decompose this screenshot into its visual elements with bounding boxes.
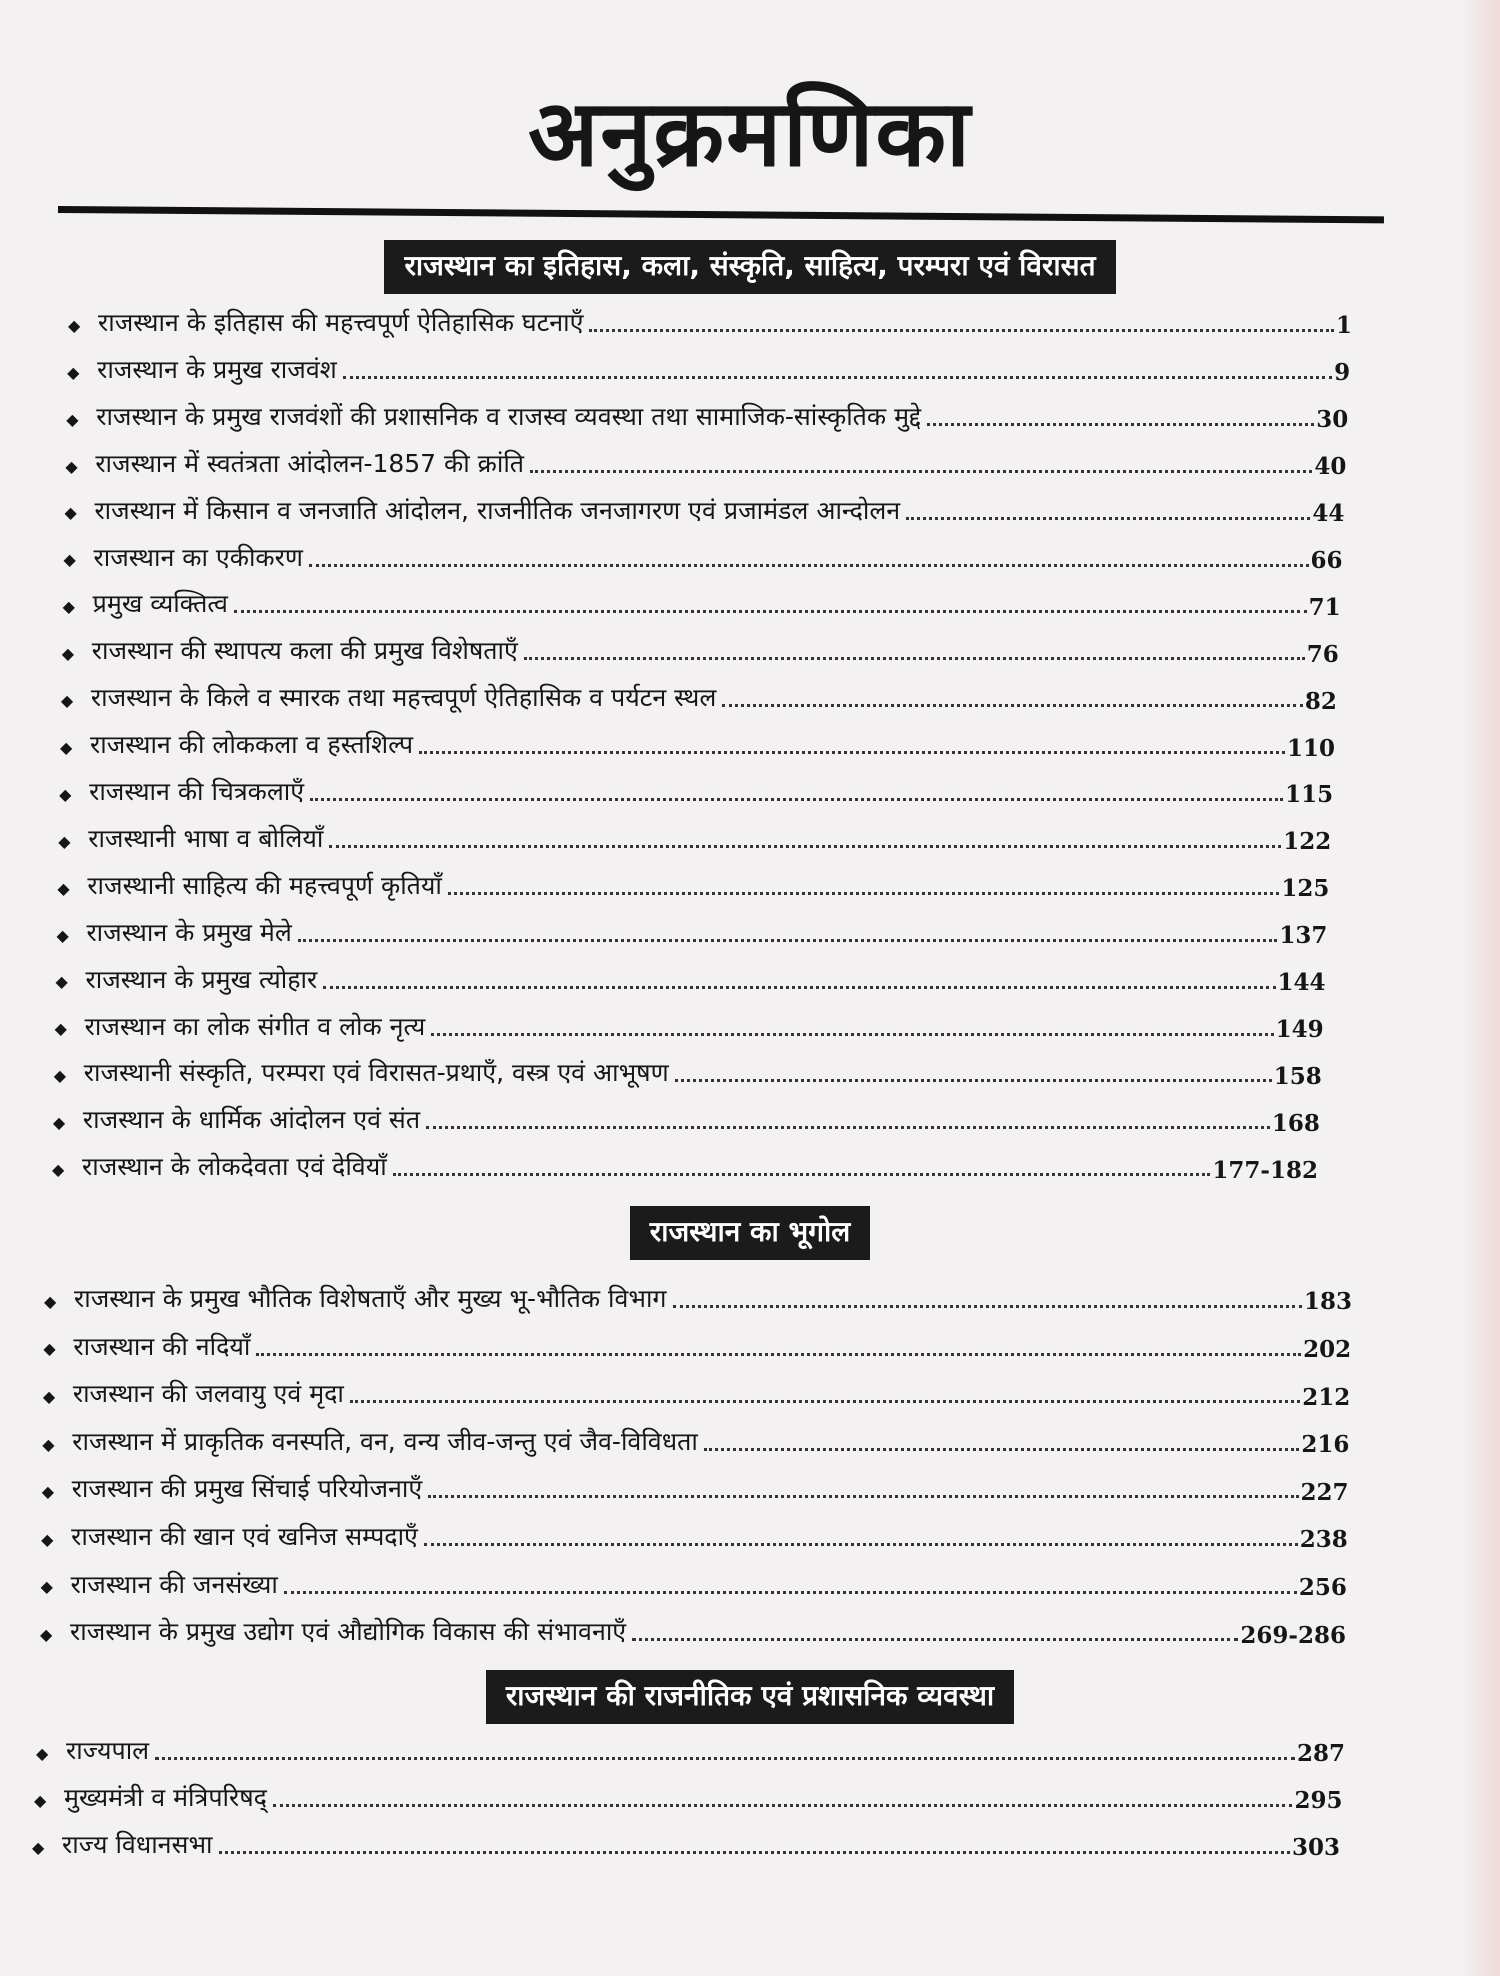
toc-entry-page: 212 [1302, 1383, 1351, 1411]
toc-entry-label: राजस्थान की लोककला व हस्तशिल्प [90, 730, 414, 760]
toc-entry-label: राज्यपाल [66, 1736, 150, 1765]
toc-entry [41, 1514, 1348, 1558]
toc-entry [55, 1004, 1324, 1048]
diamond-bullet-icon: ◆ [56, 925, 69, 945]
diamond-bullet-icon: ◆ [55, 972, 68, 992]
diamond-bullet-icon: ◆ [57, 878, 70, 898]
dot-leader [298, 939, 1278, 942]
dot-leader [524, 657, 1305, 660]
toc-entry [40, 1609, 1346, 1653]
dot-leader [219, 1851, 1290, 1854]
dot-leader [256, 1353, 1301, 1356]
toc-entry-label: राज्य विधानसभा [62, 1830, 213, 1859]
toc-entry [53, 1097, 1320, 1141]
dot-leader [632, 1638, 1238, 1641]
diamond-bullet-icon: ◆ [65, 456, 78, 476]
diamond-bullet-icon: ◆ [68, 315, 81, 335]
dot-leader [284, 1591, 1297, 1594]
toc-entry-label: राजस्थान की प्रमुख सिंचाई परियोजनाएँ [71, 1474, 423, 1504]
title-divider [58, 206, 1384, 223]
toc-entry-label: राजस्थान के प्रमुख राजवंशों की प्रशासनिक व राजस्व व्यवस्था तथा सामाजिक-सांस्कृतिक मुद्दे [96, 401, 922, 431]
toc-entry [34, 1775, 1343, 1819]
toc-entry [54, 1050, 1322, 1094]
section-heading-text: राजस्थान की राजनीतिक एवं प्रशासनिक व्यवस्था [486, 1670, 1014, 1724]
toc-entry-page: 158 [1273, 1062, 1322, 1090]
dot-leader [273, 1804, 1293, 1807]
diamond-bullet-icon: ◆ [52, 1160, 65, 1179]
toc-entry [56, 957, 1326, 1001]
section-heading-text: राजस्थान का भूगोल [630, 1206, 870, 1260]
toc-entry [68, 300, 1352, 344]
dot-leader [393, 1173, 1211, 1176]
dot-leader [234, 610, 1307, 613]
diamond-bullet-icon: ◆ [54, 1019, 67, 1039]
diamond-bullet-icon: ◆ [52, 1113, 66, 1133]
toc-entry [58, 816, 1331, 860]
dot-leader [589, 329, 1334, 332]
toc-entry [60, 722, 1335, 766]
toc-entry-label: राजस्थान में स्वतंत्रता आंदोलन-1857 की क्रांति [95, 448, 525, 478]
section-heading [0, 240, 1500, 294]
diamond-bullet-icon: ◆ [58, 831, 71, 851]
toc-entry-label: राजस्थान की जनसंख्या [70, 1569, 278, 1599]
toc-entry [66, 394, 1348, 438]
dot-leader [329, 845, 1281, 848]
toc-entry-label: राजस्थान के प्रमुख भौतिक विशेषताएँ और मुख्य भू-भौतिक विभाग [74, 1284, 667, 1313]
toc-entry [57, 863, 1329, 907]
dot-leader [906, 517, 1310, 520]
toc-entry-page: 256 [1298, 1574, 1347, 1601]
toc-entry-label: राजस्थान के प्रमुख उद्योग एवं औद्योगिक विकास की संभावनाएँ [70, 1617, 627, 1647]
toc-entry-label: राजस्थान का लोक संगीत व लोक नृत्य [84, 1011, 426, 1041]
toc-entry [44, 1276, 1352, 1320]
diamond-bullet-icon: ◆ [34, 1790, 47, 1810]
toc-entry-page: 303 [1291, 1834, 1340, 1862]
diamond-bullet-icon: ◆ [42, 1387, 56, 1406]
toc-entry-label: मुख्यमंत्री व मंत्रिपरिषद् [64, 1783, 267, 1812]
toc-entry [42, 1466, 1349, 1510]
toc-entry-page: 149 [1275, 1015, 1324, 1043]
toc-entry-label: राजस्थान के इतिहास की महत्त्वपूर्ण ऐतिहासिक घटनाएँ [98, 308, 584, 337]
diamond-bullet-icon: ◆ [40, 1625, 53, 1644]
section-heading [0, 1206, 1500, 1260]
toc-entry-label: राजस्थान के लोकदेवता एवं देवियाँ [82, 1152, 387, 1182]
toc-entry-page: 227 [1300, 1478, 1349, 1506]
toc-entry-label: प्रमुख व्यक्तित्व [92, 589, 228, 619]
toc-entry-page: 76 [1306, 640, 1339, 668]
diamond-bullet-icon: ◆ [43, 1339, 56, 1359]
toc-entry-label: राजस्थान में प्राकृतिक वनस्पति, वन, वन्य जीव-जन्तु एवं जैव-विविधता [72, 1426, 698, 1456]
toc-entry [52, 1144, 1318, 1188]
diamond-bullet-icon: ◆ [40, 1577, 53, 1597]
toc-entry-page: 144 [1277, 969, 1326, 996]
dot-leader [419, 751, 1285, 754]
toc-entry-label: राजस्थान के प्रमुख राजवंश [97, 354, 337, 384]
toc-entry-label: राजस्थानी संस्कृति, परम्परा एवं विरासत-प्रथाएँ, वस्त्र एवं आभूषण [83, 1058, 669, 1088]
diamond-bullet-icon: ◆ [32, 1837, 45, 1857]
dot-leader [323, 986, 1275, 989]
toc-entry [43, 1371, 1350, 1415]
diamond-bullet-icon: ◆ [59, 784, 72, 804]
toc-entry-page: 238 [1299, 1526, 1348, 1554]
dot-leader [927, 423, 1314, 426]
toc-entry-page: 122 [1283, 828, 1332, 856]
dot-leader [350, 1400, 1300, 1403]
dot-leader [155, 1757, 1295, 1760]
toc-entry-label: राजस्थान के किले व स्मारक तथा महत्त्वपूर्ण ऐतिहासिक व पर्यटन स्थल [90, 683, 717, 713]
toc-entry-page: 202 [1303, 1336, 1352, 1363]
dot-leader [530, 470, 1312, 473]
toc-entry [65, 441, 1346, 485]
toc-entry-page: 115 [1285, 781, 1334, 809]
diamond-bullet-icon: ◆ [64, 503, 77, 523]
dot-leader [310, 798, 1283, 801]
diamond-bullet-icon: ◆ [62, 597, 75, 617]
section-heading [0, 1670, 1500, 1724]
toc-entry-label: राजस्थान के प्रमुख त्योहार [85, 964, 318, 994]
toc-entry-page: 1 [1335, 312, 1352, 340]
toc-entry-page: 30 [1316, 406, 1349, 434]
toc-entry-page: 9 [1334, 359, 1351, 387]
diamond-bullet-icon: ◆ [61, 644, 75, 664]
toc-entry-page: 40 [1314, 453, 1347, 481]
toc-entry-page: 110 [1286, 734, 1335, 762]
toc-entry-label: राजस्थान के धार्मिक आंदोलन एवं संत [82, 1105, 421, 1135]
toc-entry-page: 168 [1271, 1109, 1320, 1137]
toc-entry [63, 581, 1341, 625]
dot-leader [343, 376, 1332, 379]
diamond-bullet-icon: ◆ [44, 1291, 57, 1311]
toc-entry-page: 295 [1294, 1787, 1343, 1815]
diamond-bullet-icon: ◆ [41, 1482, 55, 1502]
section-heading-text: राजस्थान का इतिहास, कला, संस्कृति, साहित्य, परम्परा एवं विरासत [384, 240, 1115, 294]
toc-entry-page: 82 [1304, 687, 1337, 715]
toc-entry-label: राजस्थान के प्रमुख मेले [86, 917, 292, 947]
page-edge-shadow [1460, 0, 1500, 1976]
toc-entry [62, 628, 1339, 672]
diamond-bullet-icon: ◆ [66, 409, 79, 429]
dot-leader [426, 1126, 1270, 1129]
dot-leader [675, 1079, 1272, 1082]
toc-entry-label: राजस्थान की नदियाँ [73, 1331, 251, 1361]
toc-entry-page: 71 [1308, 593, 1341, 621]
toc-entry-page: 269-286 [1240, 1621, 1346, 1649]
toc-entry [36, 1728, 1345, 1772]
toc-entry [41, 1562, 1347, 1606]
toc-entry-label: राजस्थान की खान एवं खनिज सम्पदाएँ [71, 1522, 418, 1551]
diamond-bullet-icon: ◆ [63, 550, 76, 570]
diamond-bullet-icon: ◆ [36, 1743, 49, 1763]
toc-entry [43, 1324, 1351, 1368]
dot-leader [428, 1495, 1298, 1498]
diamond-bullet-icon: ◆ [60, 737, 73, 757]
dot-leader [431, 1033, 1273, 1036]
toc-entry [42, 1419, 1349, 1463]
toc-entry-label: राजस्थान की चित्रकलाएँ [89, 777, 305, 806]
toc-entry [32, 1822, 1340, 1866]
toc-entry-page: 287 [1296, 1740, 1345, 1768]
toc-entry-page: 44 [1312, 500, 1345, 527]
toc-entry-label: राजस्थानी साहित्य की महत्त्वपूर्ण कृतियाँ [87, 870, 442, 900]
toc-entry [56, 910, 1327, 954]
toc-entry-label: राजस्थान की स्थापत्य कला की प्रमुख विशेषताएँ [91, 636, 518, 666]
toc-entry-page: 177-182 [1212, 1156, 1318, 1184]
dot-leader [424, 1543, 1298, 1546]
toc-entry-page: 125 [1281, 875, 1330, 903]
toc-entry-page: 216 [1301, 1431, 1350, 1459]
diamond-bullet-icon: ◆ [41, 1529, 54, 1549]
page-title: अनुक्रमणिका [528, 80, 972, 187]
diamond-bullet-icon: ◆ [42, 1434, 55, 1454]
toc-entry [67, 347, 1350, 391]
dot-leader [673, 1305, 1302, 1308]
diamond-bullet-icon: ◆ [53, 1066, 67, 1086]
dot-leader [704, 1448, 1300, 1451]
toc-entry [64, 488, 1344, 532]
toc-entry-page: 137 [1279, 922, 1328, 950]
toc-entry [64, 535, 1343, 579]
toc-entry-label: राजस्थान की जलवायु एवं मृदा [72, 1379, 344, 1409]
toc-entry-page: 183 [1303, 1288, 1352, 1316]
toc-entry-label: राजस्थान का एकीकरण [93, 542, 303, 572]
diamond-bullet-icon: ◆ [67, 362, 80, 382]
dot-leader [309, 564, 1309, 567]
toc-entry-label: राजस्थानी भाषा व बोलियाँ [88, 823, 324, 853]
dot-leader [722, 704, 1303, 707]
toc-entry [59, 769, 1333, 813]
toc-entry-label: राजस्थान में किसान व जनजाति आंदोलन, राजनीतिक जनजागरण एवं प्रजामंडल आन्दोलन [94, 495, 901, 525]
diamond-bullet-icon: ◆ [60, 691, 74, 710]
toc-entry [61, 675, 1337, 719]
dot-leader [448, 892, 1279, 895]
toc-entry-page: 66 [1310, 546, 1343, 574]
